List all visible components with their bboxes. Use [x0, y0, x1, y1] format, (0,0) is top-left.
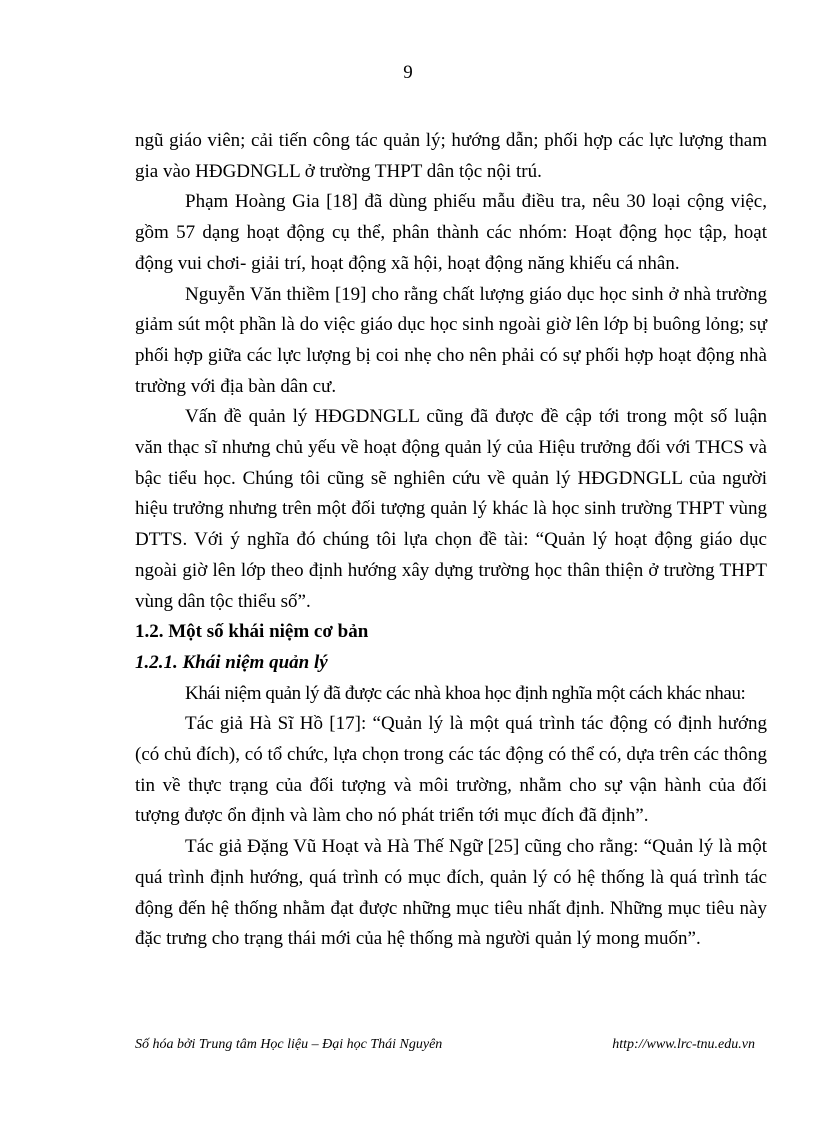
section-heading: 1.2. Một số khái niệm cơ bản: [135, 621, 369, 643]
paragraph-continued: ngũ giáo viên; cải tiến công tác quản lý; hướng dẫn; phối hợp các lực lượng tham gia vào HĐGDNGLL ở trường THPT dân tộc nội trú.: [135, 130, 767, 182]
paragraph-ha-si-ho: Tác giả Hà Sĩ Hồ [17]: “Quản lý là một quá trình tác động có định hướng (có chủ đích), có tổ chức, lựa chọn trong các tác động có thể có, dựa trên các thông tin về thực trạng của đối tượng và môi trường, nhằm cho sự vận hành của đối tượng được ổn định và làm cho nó phát triển tới mục đích đã định”.: [135, 713, 767, 827]
paragraph-van-de-quan-ly: Vấn đề quản lý HĐGDNGLL cũng đã được đề cập tới trong một số luận văn thạc sĩ nhưng chủ yếu về hoạt động quản lý của Hiệu trưởng đối với THCS và bậc tiểu học. Chúng tôi cũng sẽ nghiên cứu về quản lý HĐGDNGLL của người hiệu trưởng nhưng trên một đối tượng quản lý khác là học sinh trường THPT vùng DTTS. Với ý nghĩa đó chúng tôi lựa chọn đề tài: “Quản lý hoạt động giáo dục ngoài giờ lên lớp theo định hướng xây dựng trường học thân thiện ở trường THPT vùng dân tộc thiểu số”.: [135, 406, 767, 612]
paragraph-pham-hoang-gia: Phạm Hoàng Gia [18] đã dùng phiếu mẫu điều tra, nêu 30 loại cộng việc, gồm 57 dạng hoạt động cụ thể, phân thành các nhóm: Hoạt động học tập, hoạt động vui chơi- giải trí, hoạt động xã hội, hoạt động năng khiếu cá nhân.: [135, 191, 767, 274]
page-number: 9: [403, 62, 413, 83]
paragraph-dang-vu-hoat: Tác giả Đặng Vũ Hoạt và Hà Thế Ngữ [25] cũng cho rằng: “Quản lý là một quá trình định hướng, quá trình có mục đích, quản lý có hệ thống là quá trình tác động đến hệ thống nhằm đạt được những mục tiêu nhất định. Những mục tiêu này đặc trưng cho trạng thái mới của hệ thống mà người quản lý mong muốn”.: [135, 836, 767, 950]
paragraph-khai-niem: Khái niệm quản lý đã được các nhà khoa học định nghĩa một cách khác nhau:: [185, 682, 746, 704]
footer-source: Số hóa bởi Trung tâm Học liệu – Đại học Thái Nguyên: [135, 1037, 443, 1052]
footer-url[interactable]: http://www.lrc-tnu.edu.vn: [612, 1037, 755, 1052]
paragraph-nguyen-van-thiem: Nguyễn Văn thiềm [19] cho rằng chất lượng giáo dục học sinh ở nhà trường giảm sút một phần là do việc giáo dục học sinh ngoài giờ lên lớp bị buông lỏng; sự phối hợp giữa các lực lượng bị coi nhẹ cho nên phải có sự phối hợp hoạt động nhà trường với địa bàn dân cư.: [135, 283, 767, 397]
subsection-heading: 1.2.1. Khái niệm quản lý: [135, 651, 328, 673]
document-body: [135, 126, 767, 955]
page-footer: [135, 1037, 755, 1053]
